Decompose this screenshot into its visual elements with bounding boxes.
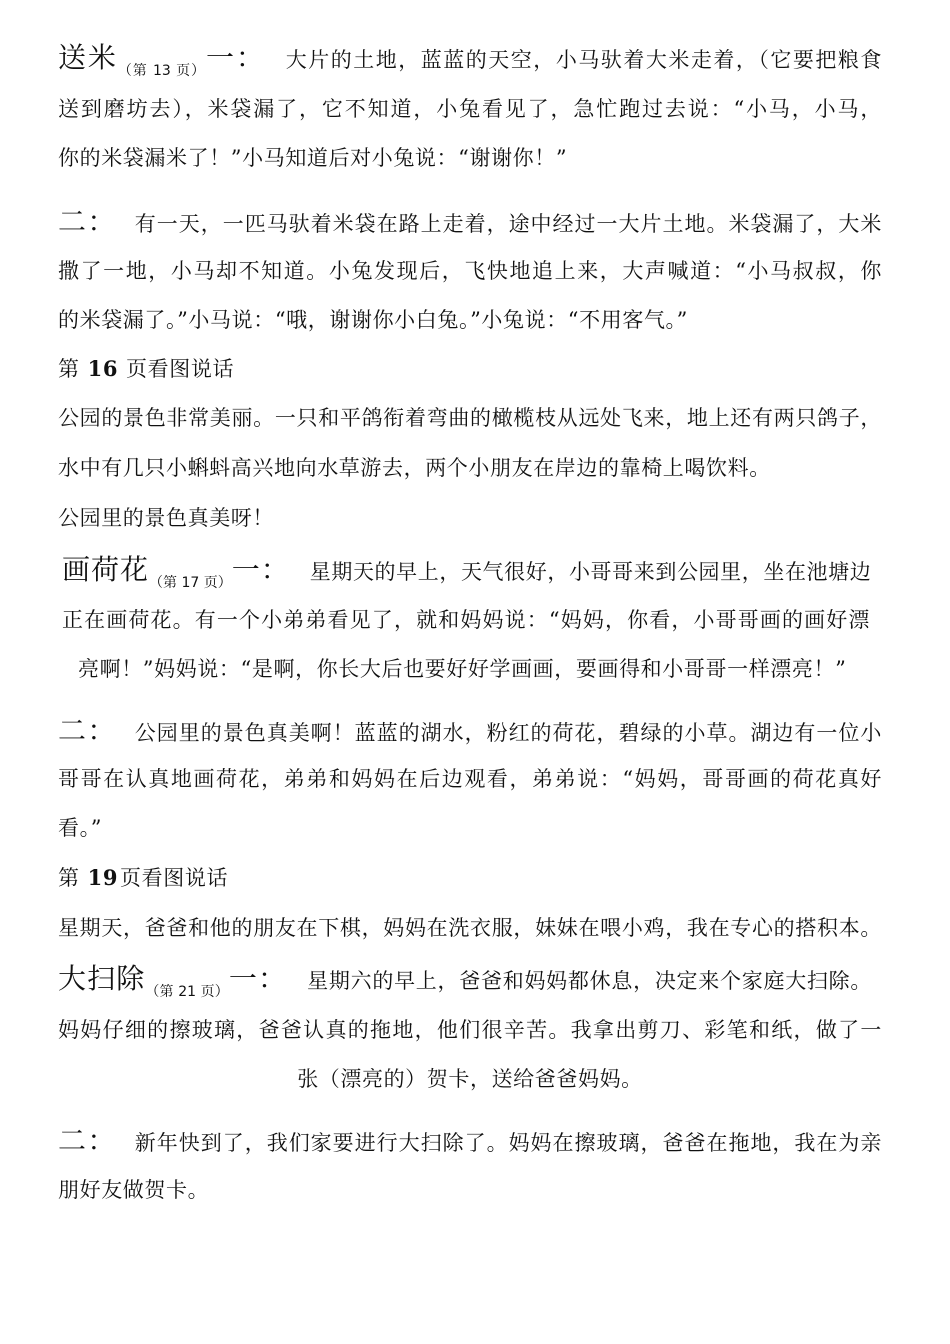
paragraph-line: 水中有几只小蝌蚪高兴地向水草游去，两个小朋友在岸边的靠椅上喝饮料。	[58, 456, 771, 480]
section-da-sao-chu-line-4	[58, 1124, 882, 1160]
version-marker: 一：	[205, 41, 266, 74]
paragraph-line: 正在画荷花。有一个小弟弟看见了，就和妈妈说：“妈妈，你看，小哥哥画的画好漂	[62, 608, 870, 632]
paragraph-line: 张（漂亮的）贺卡，送给爸爸妈妈。	[297, 1067, 643, 1091]
heading-suffix: 页看图说话	[126, 357, 235, 381]
paragraph-line: 撒了一地，小马却不知道。小兔发现后，飞快地追上来，大声喊道：“小马叔叔，你	[58, 259, 882, 283]
paragraph-line: 哥哥在认真地画荷花，弟弟和妈妈在后边观看，弟弟说：“妈妈，哥哥画的荷花真好	[58, 767, 882, 791]
paragraph-line: 送到磨坊去），米袋漏了，它不知道，小兔看见了，急忙跑过去说：“小马，小马，	[58, 97, 882, 121]
section-hua-he-hua-line-1	[62, 552, 870, 593]
paragraph-line: 亮啊！”妈妈说：“是啊，你长大后也要好好学画画，要画得和小哥哥一样漂亮！”	[78, 657, 847, 681]
paragraph-text: 新年快到了，我们家要进行大扫除了。妈妈在擦玻璃，爸爸在拖地，我在为亲	[134, 1131, 882, 1155]
section-title: 画荷花	[62, 553, 150, 586]
version-marker: 一：	[228, 962, 288, 995]
section-heading	[58, 354, 882, 384]
heading-prefix: 第	[58, 866, 80, 890]
section-hua-he-hua-line-4	[58, 714, 882, 750]
section-da-sao-chu-line-1	[58, 961, 872, 1002]
section-song-mi-line-1	[58, 40, 882, 81]
page-reference: （第 21 页）	[145, 984, 229, 1000]
paragraph-text: 公园里的景色真美啊！蓝蓝的湖水，粉红的荷花，碧绿的小草。湖边有一位小	[134, 721, 882, 745]
heading-page-number: 16	[87, 356, 119, 381]
page-reference: （第 13 页）	[117, 63, 206, 79]
paragraph-line: 朋好友做贺卡。	[58, 1178, 210, 1202]
paragraph-line: 星期天，爸爸和他的朋友在下棋，妈妈在洗衣服，妹妹在喂小鸡，我在专心的搭积本。	[58, 916, 882, 940]
heading-prefix: 第	[58, 357, 80, 381]
version-marker: 二：	[58, 714, 117, 747]
section-heading	[58, 863, 882, 893]
section-title: 大扫除	[58, 962, 146, 995]
paragraph-line: 公园里的景色真美呀！	[58, 506, 274, 530]
paragraph-text: 星期六的早上，爸爸和妈妈都休息，决定来个家庭大扫除。	[307, 969, 872, 993]
paragraph-line: 妈妈仔细的擦玻璃，爸爸认真的拖地，他们很辛苦。我拿出剪刀、彩笔和纸，做了一	[58, 1018, 882, 1042]
heading-page-number: 19	[87, 865, 119, 890]
page-reference: （第 17 页）	[149, 575, 232, 591]
section-song-mi-line-4	[58, 205, 882, 241]
paragraph-text: 有一天，一匹马驮着米袋在路上走着，途中经过一大片土地。米袋漏了，大米	[134, 212, 882, 236]
section-title: 送米	[58, 41, 118, 74]
paragraph-text: 星期天的早上，天气很好，小哥哥来到公园里，坐在池塘边	[309, 560, 872, 584]
paragraph-line: 看。”	[58, 816, 103, 840]
paragraph-line: 公园的景色非常美丽。一只和平鸽衔着弯曲的橄榄枝从远处飞来，地上还有两只鸽子，	[58, 406, 882, 430]
heading-suffix: 页看图说话	[120, 866, 229, 890]
version-marker: 二：	[58, 1124, 117, 1157]
paragraph-line: 的米袋漏了。”小马说：“哦，谢谢你小白兔。”小兔说：“不用客气。”	[58, 308, 688, 332]
version-marker: 一：	[231, 553, 290, 586]
version-marker: 二：	[58, 205, 117, 238]
paragraph-line: 你的米袋漏米了！”小马知道后对小兔说：“谢谢你！”	[58, 146, 568, 170]
paragraph-text: 大片的土地，蓝蓝的天空，小马驮着大米走着，（它要把粮食	[285, 48, 882, 72]
